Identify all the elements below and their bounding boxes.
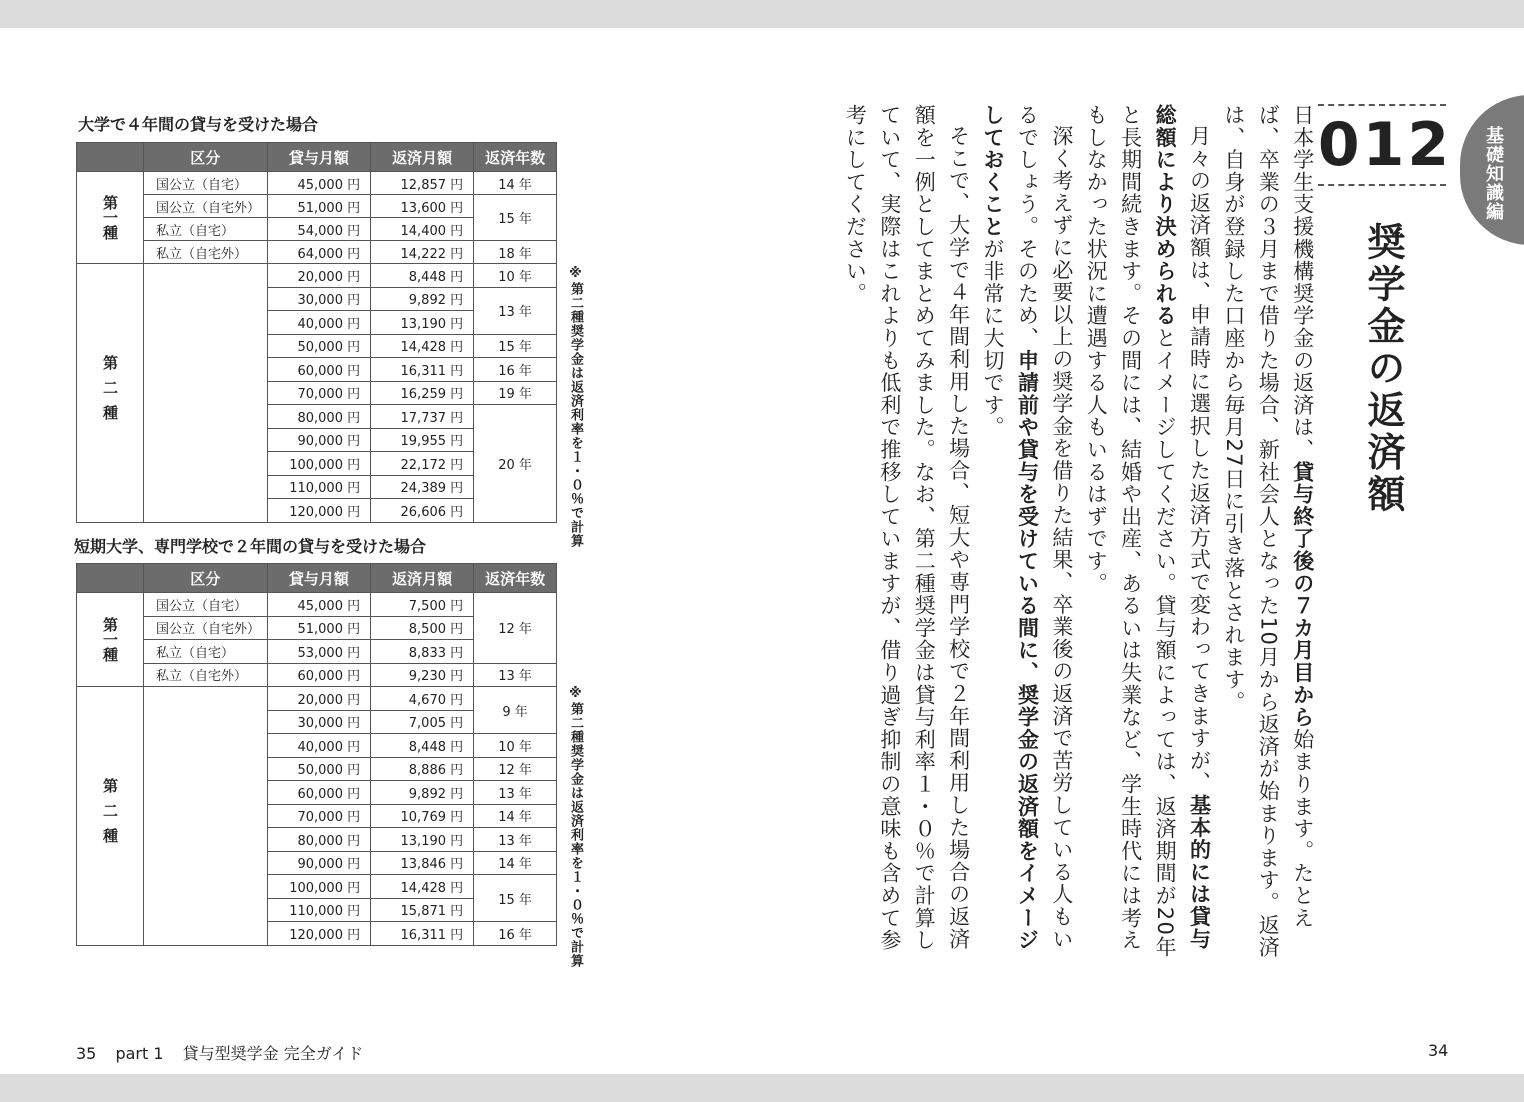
repay-cell: 13,846 円 xyxy=(371,851,474,875)
page-number-left: 35 xyxy=(76,1044,97,1063)
page-number-right: 34 xyxy=(1428,1041,1449,1060)
lend-cell: 110,000 円 xyxy=(267,475,371,499)
group-label: 第一種 xyxy=(77,172,144,264)
lend-cell: 70,000 円 xyxy=(267,804,371,828)
category-cell: 国公立（自宅外） xyxy=(144,616,268,640)
repay-cell: 19,955 円 xyxy=(371,428,474,452)
repay-cell: 7,500 円 xyxy=(371,593,474,617)
lend-cell: 90,000 円 xyxy=(267,851,371,875)
repay-cell: 13,600 円 xyxy=(371,195,474,218)
repay-cell: 16,311 円 xyxy=(371,358,474,382)
lend-cell: 45,000 円 xyxy=(267,172,371,195)
header-category: 区分 xyxy=(144,564,268,593)
years-cell: 12 年 xyxy=(474,757,557,781)
repay-cell: 8,448 円 xyxy=(371,734,474,758)
repay-cell: 9,892 円 xyxy=(371,781,474,805)
table1-header-row xyxy=(77,143,557,172)
lend-cell: 120,000 円 xyxy=(267,499,371,523)
years-cell: 12 年 xyxy=(474,593,557,664)
years-cell: 16 年 xyxy=(474,922,557,946)
category-cell: 国公立（自宅） xyxy=(144,172,268,195)
table-row xyxy=(77,195,557,218)
paragraph-4 xyxy=(838,104,976,964)
repay-cell: 14,428 円 xyxy=(371,334,474,358)
years-cell: 15 年 xyxy=(474,875,557,922)
repay-cell: 16,259 円 xyxy=(371,381,474,405)
header-lend: 貸与月額 xyxy=(267,143,371,172)
section-tab-label: 基礎知識編 xyxy=(1483,126,1504,221)
years-cell: 13 年 xyxy=(474,781,557,805)
years-cell: 15 年 xyxy=(474,195,557,241)
years-cell: 13 年 xyxy=(474,663,557,687)
header-blank xyxy=(77,143,144,172)
table-row xyxy=(77,264,557,288)
years-cell: 18 年 xyxy=(474,241,557,264)
lend-cell: 64,000 円 xyxy=(267,241,371,264)
category-cell: 国公立（自宅外） xyxy=(144,195,268,218)
repay-cell: 13,190 円 xyxy=(371,311,474,335)
years-cell: 10 年 xyxy=(474,264,557,288)
group-label: 第二種 xyxy=(77,264,144,523)
lend-cell: 110,000 円 xyxy=(267,898,371,922)
repay-cell: 8,886 円 xyxy=(371,757,474,781)
lend-cell: 45,000 円 xyxy=(267,593,371,617)
chapter-rule-top xyxy=(1318,104,1446,106)
chapter-rule-bottom xyxy=(1318,184,1446,186)
lend-cell: 60,000 円 xyxy=(267,781,371,805)
repay-cell: 9,892 円 xyxy=(371,287,474,311)
repay-cell: 9,230 円 xyxy=(371,663,474,687)
header-lend: 貸与月額 xyxy=(267,564,371,593)
group-label: 第一種 xyxy=(77,593,144,687)
repay-cell: 8,833 円 xyxy=(371,640,474,664)
category-cell: 私立（自宅外） xyxy=(144,241,268,264)
part-label: part 1 xyxy=(115,1044,164,1063)
p3-emphasis: 申請前や貸与を受けている間に、奨学金の返済額をイメージしておくこと xyxy=(981,104,1040,952)
repay-cell: 24,389 円 xyxy=(371,475,474,499)
lend-cell: 40,000 円 xyxy=(267,311,371,335)
header-years: 返済年数 xyxy=(474,143,557,172)
lend-cell: 60,000 円 xyxy=(267,663,371,687)
repay-cell: 14,400 円 xyxy=(371,218,474,241)
lend-cell: 50,000 円 xyxy=(267,334,371,358)
repay-cell: 13,190 円 xyxy=(371,828,474,852)
book-title: 貸与型奨学金 完全ガイド xyxy=(182,1044,364,1063)
category-cell: 私立（自宅外） xyxy=(144,663,268,687)
years-cell: 10 年 xyxy=(474,734,557,758)
chapter-title: 奨学金の返済額 xyxy=(1361,222,1405,516)
lend-cell: 54,000 円 xyxy=(267,218,371,241)
repay-cell: 16,311 円 xyxy=(371,922,474,946)
repay-cell: 14,222 円 xyxy=(371,241,474,264)
lend-cell: 20,000 円 xyxy=(267,264,371,288)
header-blank xyxy=(77,564,144,593)
header-repay: 返済月額 xyxy=(371,143,474,172)
paragraph-3 xyxy=(976,104,1079,964)
years-cell: 14 年 xyxy=(474,851,557,875)
repay-cell: 22,172 円 xyxy=(371,452,474,476)
table-row xyxy=(77,172,557,195)
years-cell: 9 年 xyxy=(474,687,557,734)
table2-header-row xyxy=(77,564,557,593)
p1-emphasis: 貸与終了後の７カ月目から xyxy=(1290,460,1315,729)
p4-text: そこで、大学で４年間利用した場合、短大や専門学校で２年間利用した場合の返済額を一例としてまとめてみました。なお、第二種奨学金は貸与利率１・０％で計算していて、実際はこれよりも低利で推移していますが、借り過ぎ抑制の意味も含めて参考にしてください。 xyxy=(843,104,971,952)
repay-cell: 7,005 円 xyxy=(371,710,474,734)
p3-text: 深く考えずに必要以上の奨学金を借りた結果、卒業後の返済で苦労している人もいるでしょう。そのため、 xyxy=(1015,104,1074,951)
years-cell: 13 年 xyxy=(474,828,557,852)
years-cell: 15 年 xyxy=(474,334,557,358)
header-repay: 返済月額 xyxy=(371,564,474,593)
repay-cell: 4,670 円 xyxy=(371,687,474,711)
lend-cell: 50,000 円 xyxy=(267,757,371,781)
table-row xyxy=(77,241,557,264)
lend-cell: 40,000 円 xyxy=(267,734,371,758)
p1-text: 日本学生支援機構奨学金の返済は、 xyxy=(1290,104,1315,461)
table2 xyxy=(76,563,557,946)
years-cell: 20 年 xyxy=(474,405,557,523)
repay-cell: 8,500 円 xyxy=(371,616,474,640)
years-cell: 14 年 xyxy=(474,172,557,195)
lend-cell: 80,000 円 xyxy=(267,828,371,852)
p1-text-cont: 始まります。たとえば、卒業の３月まで借りた場合、新社会人となった10月から返済が始まります。返済は、自身が登録した口座から毎月27日に引き落とされます。 xyxy=(1221,104,1315,959)
table1-title: 大学で４年間の貸与を受けた場合 xyxy=(78,115,319,134)
lend-cell: 70,000 円 xyxy=(267,381,371,405)
group-label: 第二種 xyxy=(77,687,144,946)
lend-cell: 20,000 円 xyxy=(267,687,371,711)
chapter-number: 012 xyxy=(1317,110,1453,180)
years-cell: 19 年 xyxy=(474,381,557,405)
category-cell: 私立（自宅） xyxy=(144,640,268,664)
table-row xyxy=(77,593,557,617)
lend-cell: 53,000 円 xyxy=(267,640,371,664)
table2-title: 短期大学、専門学校で２年間の貸与を受けた場合 xyxy=(74,537,427,556)
lend-cell: 60,000 円 xyxy=(267,358,371,382)
body-text xyxy=(838,104,1320,964)
lend-cell: 80,000 円 xyxy=(267,405,371,429)
category-blank xyxy=(144,264,268,523)
repay-cell: 15,871 円 xyxy=(371,898,474,922)
top-band xyxy=(0,0,1524,28)
paragraph-1 xyxy=(1216,104,1319,964)
repay-cell: 17,737 円 xyxy=(371,405,474,429)
repay-cell: 10,769 円 xyxy=(371,804,474,828)
p3-text-cont: が非常に大切です。 xyxy=(981,237,1006,439)
years-cell: 16 年 xyxy=(474,358,557,382)
lend-cell: 120,000 円 xyxy=(267,922,371,946)
category-blank xyxy=(144,687,268,946)
lend-cell: 30,000 円 xyxy=(267,287,371,311)
lend-cell: 51,000 円 xyxy=(267,616,371,640)
category-cell: 私立（自宅） xyxy=(144,218,268,241)
p2-text-cont: とイメージしてください。貸与額によっては、返済期間が20年と長期間続きます。その間には、結婚や出産、あるいは失業など、学生時代には考えもしなかった状況に遭遇する人もいるはずです。 xyxy=(1084,104,1178,959)
footer-left xyxy=(76,1041,377,1064)
header-category: 区分 xyxy=(144,143,268,172)
years-cell: 13 年 xyxy=(474,287,557,334)
table1 xyxy=(76,142,557,523)
p2-text: 月々の返済額は、申請時に選択した返済方式で変わってきますが、 xyxy=(1187,125,1212,794)
years-cell: 14 年 xyxy=(474,804,557,828)
table-row xyxy=(77,687,557,711)
repay-cell: 12,857 円 xyxy=(371,172,474,195)
lend-cell: 51,000 円 xyxy=(267,195,371,218)
category-cell: 国公立（自宅） xyxy=(144,593,268,617)
bottom-band xyxy=(0,1074,1524,1102)
p2-emphasis: 基本的には貸与総額により決められる xyxy=(1153,104,1212,951)
table1-note: ※第二種奨学金は返済利率を１・０％で計算 xyxy=(568,266,583,548)
paragraph-2 xyxy=(1079,104,1217,964)
repay-cell: 26,606 円 xyxy=(371,499,474,523)
table2-note: ※第二種奨学金は返済利率を１・０％で計算 xyxy=(568,686,583,968)
repay-cell: 14,428 円 xyxy=(371,875,474,899)
table-row xyxy=(77,663,557,687)
header-years: 返済年数 xyxy=(474,564,557,593)
lend-cell: 100,000 円 xyxy=(267,452,371,476)
lend-cell: 100,000 円 xyxy=(267,875,371,899)
repay-cell: 8,448 円 xyxy=(371,264,474,288)
lend-cell: 90,000 円 xyxy=(267,428,371,452)
lend-cell: 30,000 円 xyxy=(267,710,371,734)
